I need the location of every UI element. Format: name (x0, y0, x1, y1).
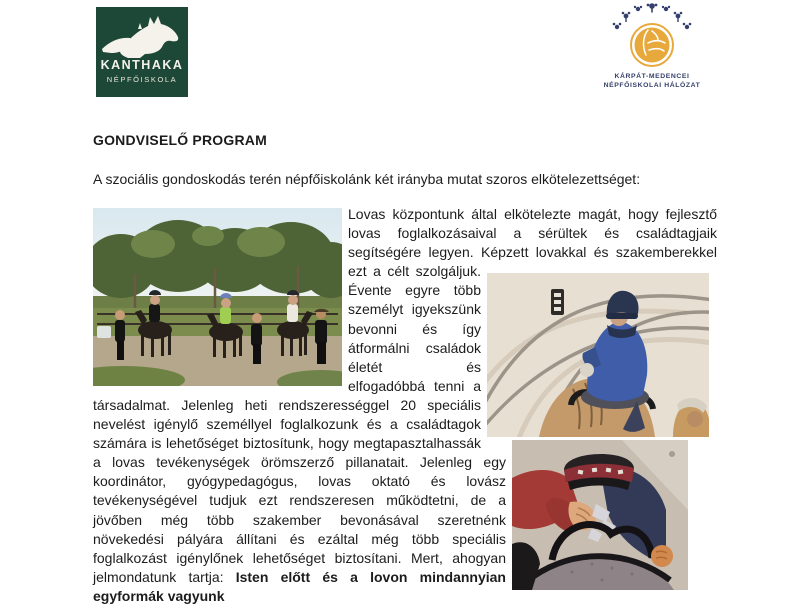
network-logo-line2: NÉPFŐISKOLAI HÁLÓZAT (603, 82, 701, 89)
kanthaka-logo-subtitle: NÉPFŐISKOLA (106, 75, 178, 84)
saddle-grip-closeup-photo[interactable] (512, 440, 688, 590)
main-paragraph (93, 205, 717, 606)
gold-sun-emblem-icon (602, 3, 702, 67)
page-title: GONDVISELŐ PROGRAM (93, 132, 267, 148)
kanthaka-logo-title: KANTHAKA (100, 58, 184, 72)
horse-head-icon (100, 11, 184, 59)
outdoor-group-with-horses-photo[interactable] (93, 208, 342, 386)
indoor-arena-rider-photo[interactable] (487, 273, 709, 437)
intro-text: A szociális gondoskodás terén népfőiskolánk két irányba mutat szoros elkötelezettséget: (93, 171, 641, 187)
body-text: Lovas központunk által elkötelezte magát, hogy fejlesztő lovas foglalkozásaival a sérültek és családtagjaik segítségére legyen. Képzett lovakkal és szakemberekkel ezt a célt szolgáljuk. Évente egyre több személyt igyekszünk bevonni és így átformálni családok életét és elfogadóbbá tenni a társadalmat. Jelenleg heti rendszerességgel 20 speciális nevelést igénylő személlyel foglalkozunk és a családtagok számára is lehetőséget biztosítunk, hogy megtapasztalhassák a lovas tevékenységek örömszerző pillanatait. Jelenleg egy koordinátor, gyógypedagógus, lovas oktató és lovász tevékenységével tudjuk ezt rendszeresen működtetni, de a jövőben még több szakember bevonásával szeretnénk növekedési pályára állítani és ezáltal még több speciális foglalkozást igénylőnek lehetőséget biztosítani. Mert, ahogyan jelmondatunk tartja: (93, 206, 717, 585)
kanthaka-logo (96, 7, 188, 97)
folk-ornament-icon (613, 3, 692, 29)
float-spacer (717, 205, 718, 273)
body-text-motto: Isten előtt és a lovon mindannyian egyformák vagyunk (93, 568, 506, 604)
network-logo (602, 3, 702, 90)
network-logo-line1: KÁRPÁT-MEDENCEI (614, 73, 690, 80)
